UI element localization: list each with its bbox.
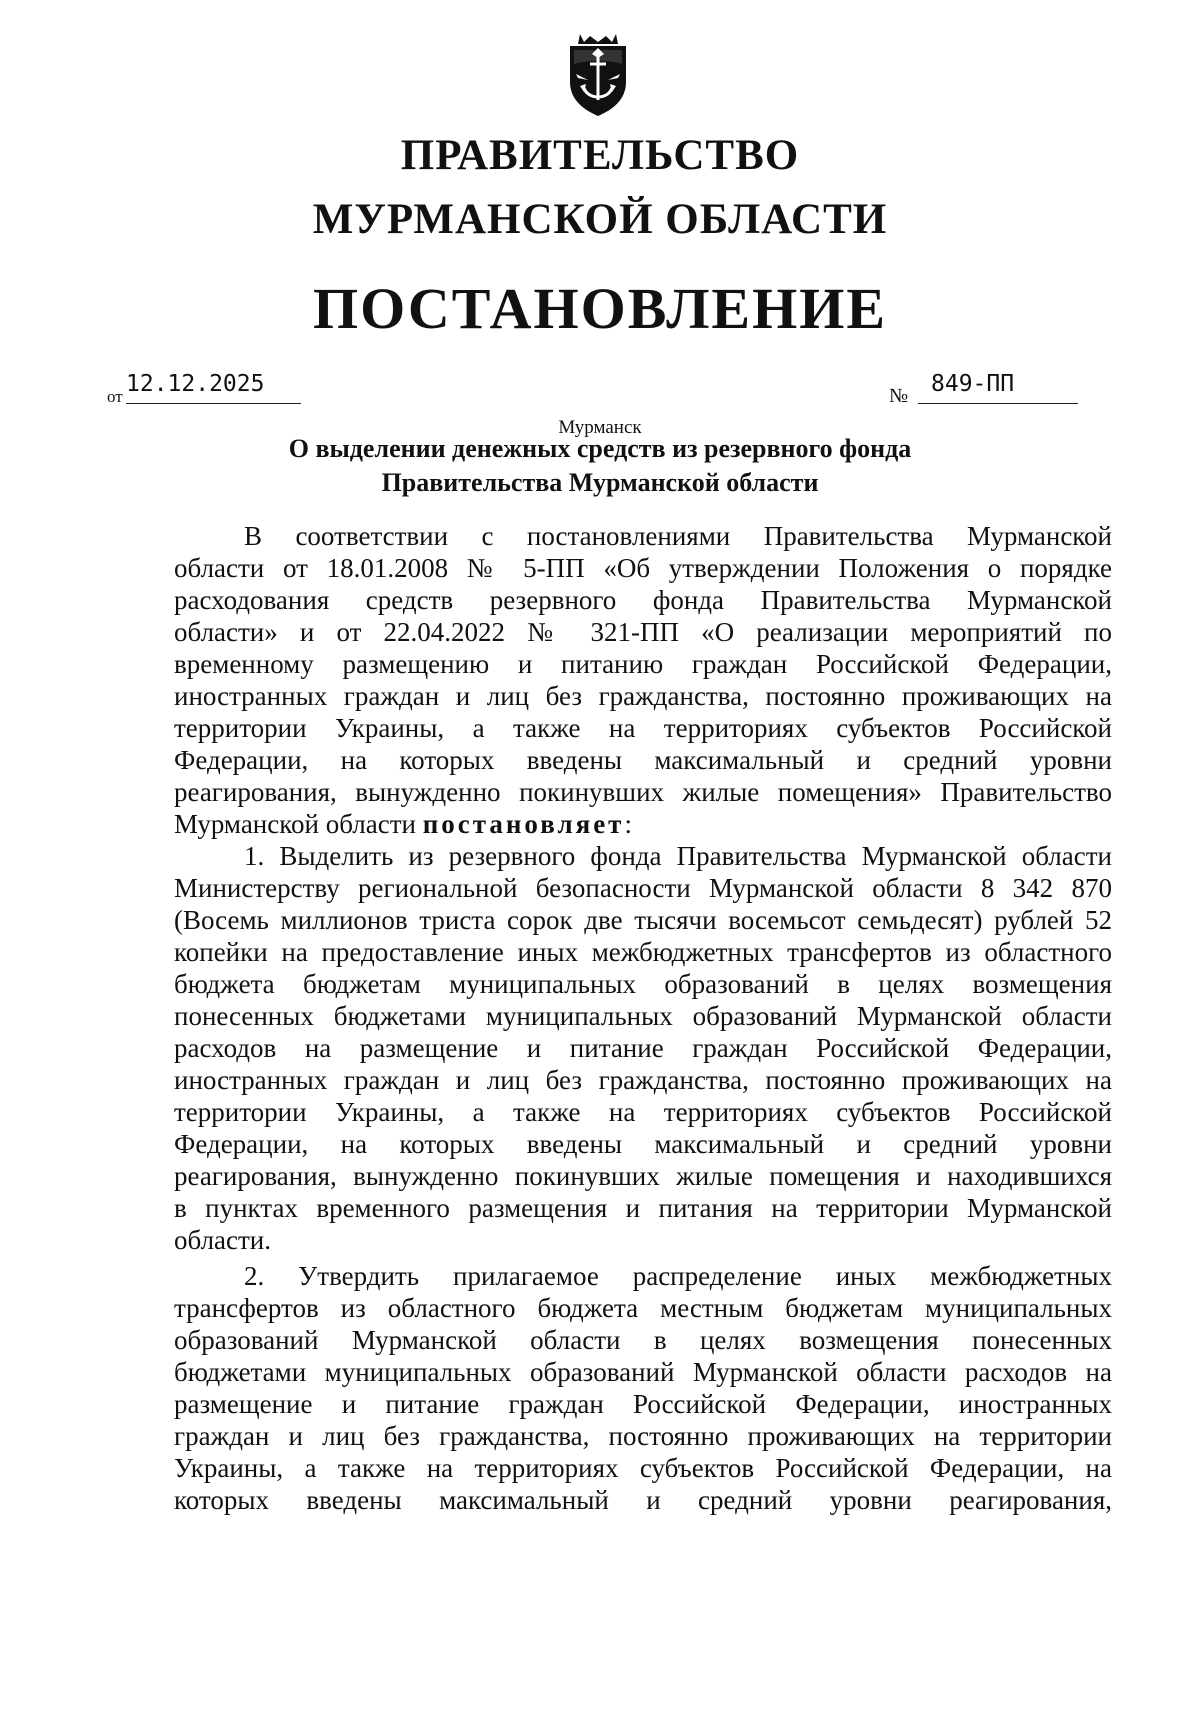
body-line-resolution [174,808,1112,840]
body-line: области» и от 22.04.2022 № 321-ПП «О реализации мероприятий по [174,617,1112,647]
coat-of-arms-emblem [562,30,634,118]
body-line: размещение и питание граждан Российской Федерации, иностранных [174,1389,1112,1419]
number-label: № [889,385,909,407]
body-line: трансфертов из областного бюджета местным бюджетам муниципальных [174,1293,1112,1323]
body-line: реагирования, вынужденно покинувших жилые помещения и находившихся [174,1161,1112,1191]
body-line: понесенных бюджетами муниципальных образований Мурманской области [174,1001,1112,1031]
body-line: иностранных граждан и лиц без гражданства, постоянно проживающих на [174,1065,1112,1095]
body-line: территории Украины, а также на территориях субъектов Российской [174,713,1112,743]
government-name-line-2: МУРМАНСКОЙ ОБЛАСТИ [312,196,888,243]
document-title-line-1: О выделении денежных средств из резервного фонда [288,434,912,463]
document-title-line-2: Правительства Мурманской области [381,468,819,497]
document-type: ПОСТАНОВЛЕНИЕ [312,276,888,341]
body-line: граждан и лиц без гражданства, постоянно проживающих на территории [174,1421,1112,1451]
body-line: временному размещению и питанию граждан Российской Федерации, [174,649,1112,679]
body-line: которых введены максимальный и средний уровни реагирования, [174,1485,1112,1515]
date-prefix-label: от [107,387,123,406]
government-name-line-1: ПРАВИТЕЛЬСТВО [400,132,800,179]
body-line: расходования средств резервного фонда Правительства Мурманской [174,585,1112,615]
body-line: бюджета бюджетам муниципальных образований в целях возмещения [174,969,1112,999]
body-line: образований Мурманской области в целях возмещения понесенных [174,1325,1112,1355]
resolution-colon: : [624,809,632,839]
date-underline [126,403,301,404]
document-date: 12.12.2025 [126,371,265,397]
body-line: реагирования, вынужденно покинувших жилые помещения» Правительство [174,777,1112,807]
body-line: расходов на размещение и питание граждан Российской Федерации, [174,1033,1112,1063]
body-line: бюджетами муниципальных образований Мурманской области расходов на [174,1357,1112,1387]
city-name: Мурманск [558,417,642,438]
body-line: 1. Выделить из резервного фонда Правительства Мурманской области [244,841,1112,871]
body-line: В соответствии с постановлениями Правительства Мурманской [244,521,1112,551]
document-number: 849-ПП [931,371,1015,397]
body-line: Украины, а также на территориях субъектов Российской Федерации, на [174,1453,1112,1483]
body-line: иностранных граждан и лиц без гражданства, постоянно проживающих на [174,681,1112,711]
body-line: Министерству региональной безопасности Мурманской области 8 342 870 [174,873,1112,903]
number-underline [918,403,1078,404]
body-line: в пунктах временного размещения и питания на территории Мурманской [174,1193,1112,1223]
body-line: Федерации, на которых введены максимальный и средний уровни [174,1129,1112,1159]
body-line: территории Украины, а также на территориях субъектов Российской [174,1097,1112,1127]
resolution-keyword: постановляет [422,809,625,839]
body-line: Федерации, на которых введены максимальный и средний уровни [174,745,1112,775]
body-line: области от 18.01.2008 № 5-ПП «Об утверждении Положения о порядке [174,553,1112,583]
body-line: (Восемь миллионов триста сорок две тысячи восемьсот семьдесят) рублей 52 [174,905,1112,935]
body-line: 2. Утвердить прилагаемое распределение иных межбюджетных [244,1261,1112,1291]
body-line: копейки на предоставление иных межбюджетных трансфертов из областного [174,937,1112,967]
body-line: области. [174,1225,272,1255]
resolution-prefix: Мурманской области [174,809,423,839]
